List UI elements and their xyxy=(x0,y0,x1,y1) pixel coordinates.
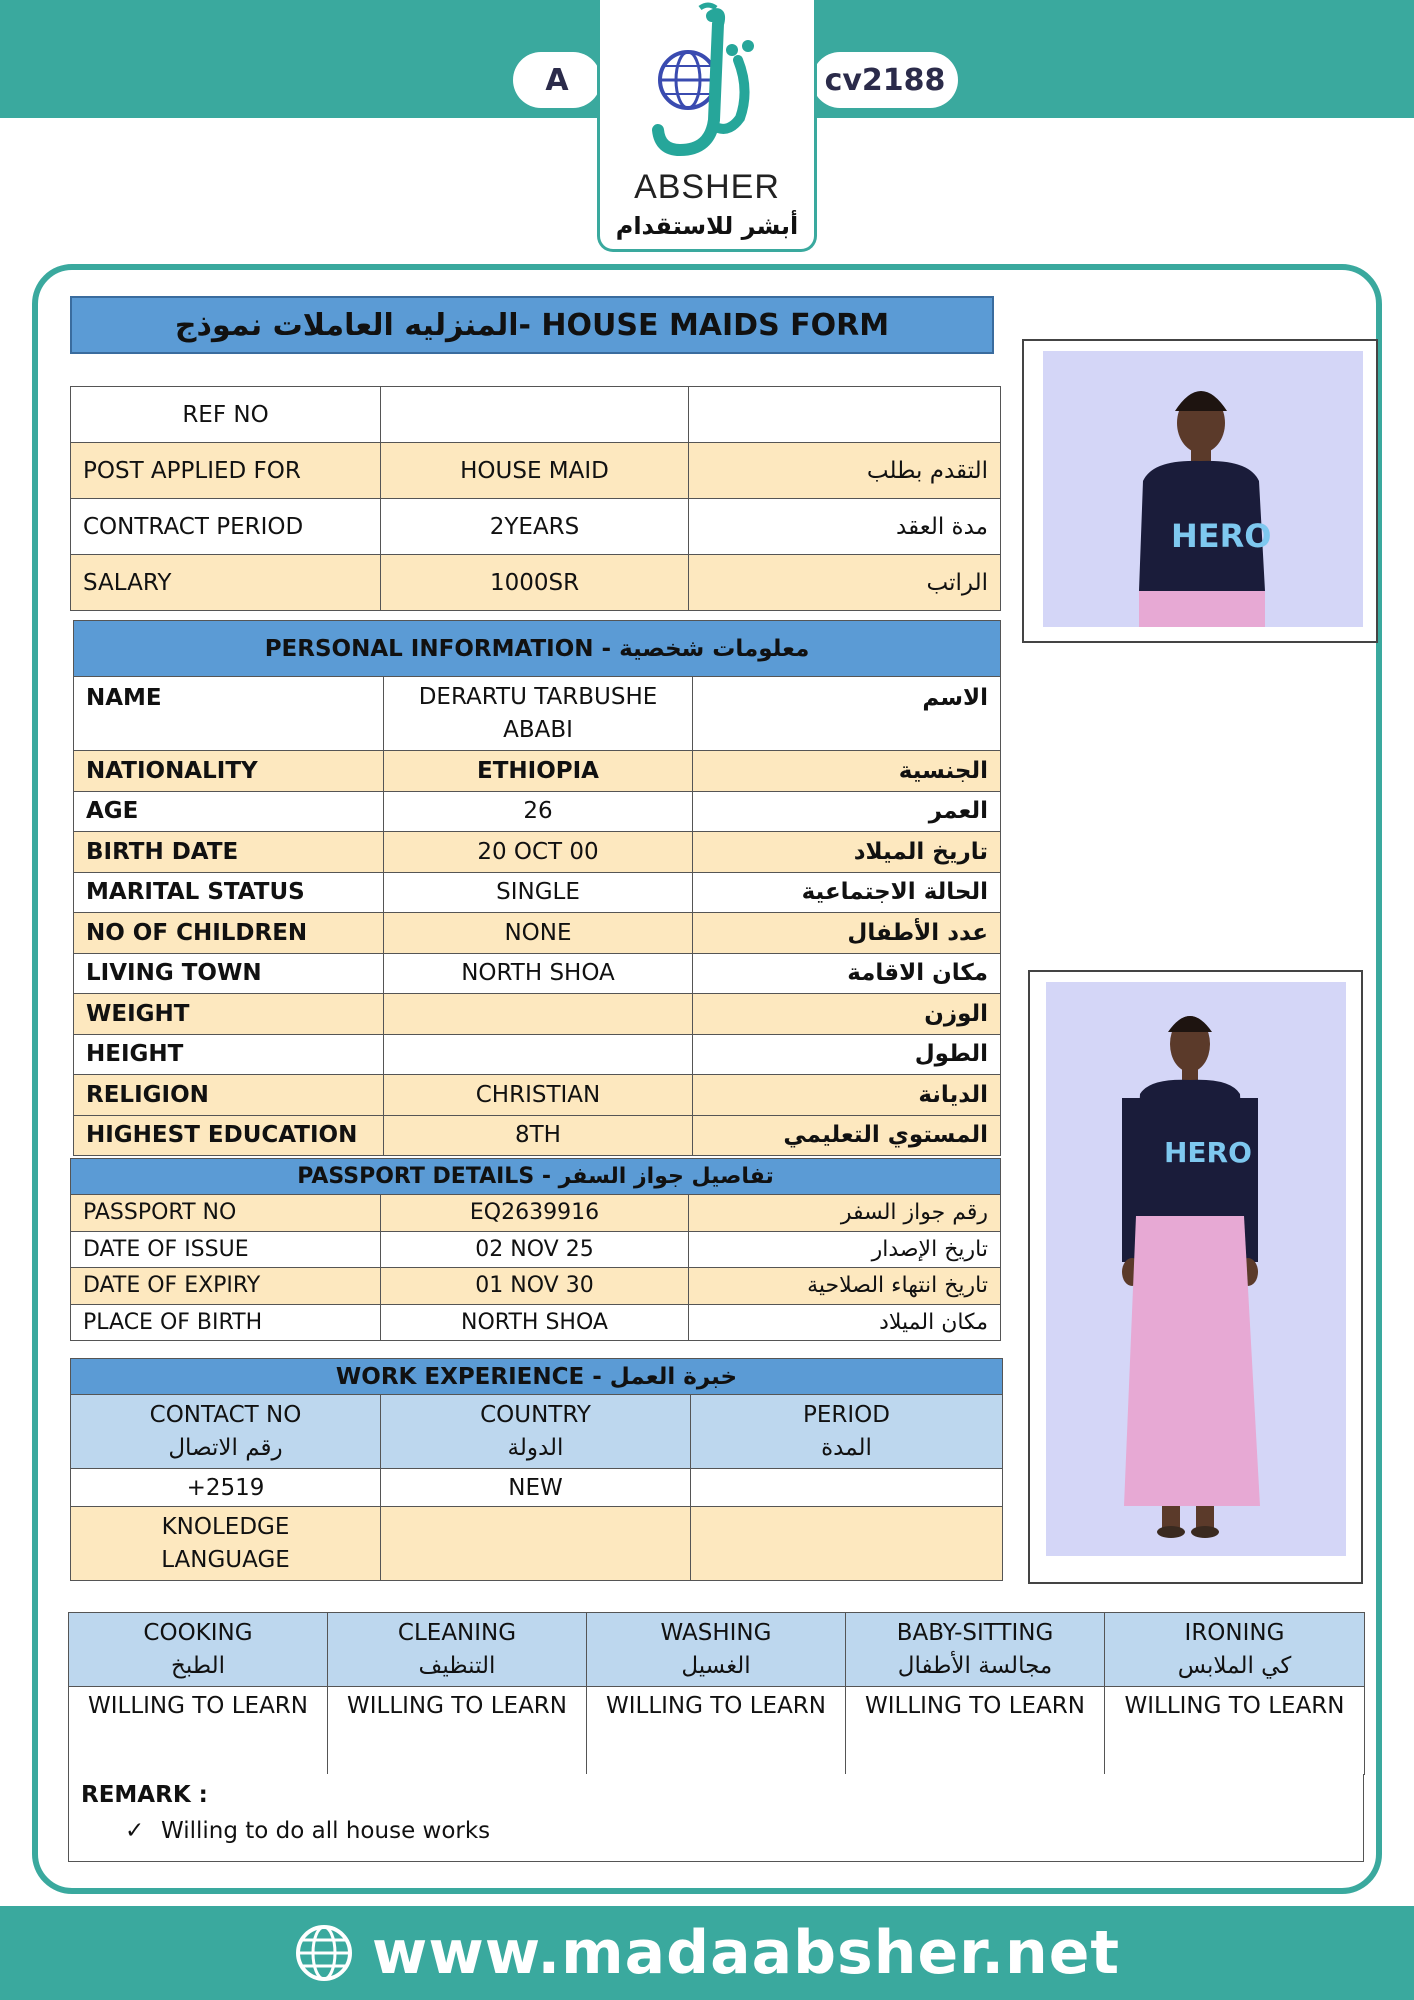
cleaning-label: CLEANING xyxy=(397,1619,517,1646)
marital-status-arabic: الحالة الاجتماعية xyxy=(693,872,1001,913)
column-header xyxy=(691,1395,1003,1469)
nationality-value: ETHIOPIA xyxy=(384,751,693,792)
birth-date-label: BIRTH DATE xyxy=(74,832,384,873)
skill-header xyxy=(328,1613,587,1687)
passport-table xyxy=(70,1158,1001,1341)
cooking-label-arabic: الطبخ xyxy=(170,1652,226,1679)
table-row xyxy=(71,1304,1001,1341)
cooking-value: WILLING TO LEARN xyxy=(69,1687,328,1775)
name-arabic: الاسم xyxy=(693,677,1001,751)
work-header: WORK EXPERIENCE - خبرة العمل xyxy=(71,1359,1003,1395)
table-row xyxy=(74,791,1001,832)
svg-text:HERO: HERO xyxy=(1171,517,1272,555)
living-town-arabic: مكان الاقامة xyxy=(693,953,1001,994)
country-header-arabic: الدولة xyxy=(507,1434,564,1461)
skill-header xyxy=(69,1613,328,1687)
table-row xyxy=(71,443,1001,499)
table-row xyxy=(71,1268,1001,1305)
skill-header xyxy=(846,1613,1105,1687)
table-row xyxy=(74,1115,1001,1156)
person-portrait-icon xyxy=(1043,351,1363,627)
logo xyxy=(597,0,817,252)
logo-arabic-text: أبشر للاستقدام xyxy=(615,212,799,240)
ref-no-label: REF NO xyxy=(71,387,381,443)
personal-header: PERSONAL INFORMATION - معلومات شخصية xyxy=(74,621,1001,677)
name-label: NAME xyxy=(74,677,384,751)
table-row xyxy=(74,953,1001,994)
baby-sitting-label-arabic: مجالسة الأطفال xyxy=(897,1652,1053,1679)
table-row xyxy=(74,1034,1001,1075)
children-arabic: عدد الأطفال xyxy=(693,913,1001,954)
expiry-date-arabic: تاريخ انتهاء الصلاحية xyxy=(689,1268,1001,1305)
age-label: AGE xyxy=(74,791,384,832)
knowledge-language-label: KNOLEDGE LANGUAGE xyxy=(71,1507,381,1581)
contact-value: +2519 xyxy=(71,1469,381,1507)
portrait-photo xyxy=(1022,339,1378,643)
logo-latin-text: ABSHER xyxy=(634,168,780,206)
education-arabic: المستوي التعليمي xyxy=(693,1115,1001,1156)
children-value: NONE xyxy=(384,913,693,954)
globe-logo-icon xyxy=(600,0,814,170)
contract-label: CONTRACT PERIOD xyxy=(71,499,381,555)
post-value: HOUSE MAID xyxy=(381,443,689,499)
table-row xyxy=(71,499,1001,555)
section-header xyxy=(71,1159,1001,1195)
country-header: COUNTRY xyxy=(480,1401,591,1428)
contact-no-header: CONTACT NO xyxy=(149,1401,302,1428)
washing-label: WASHING xyxy=(660,1619,772,1646)
issue-date-value: 02 NOV 25 xyxy=(381,1231,689,1268)
remark-box xyxy=(68,1774,1364,1862)
contract-arabic: مدة العقد xyxy=(689,499,1001,555)
post-label: POST APPLIED FOR xyxy=(71,443,381,499)
table-row xyxy=(74,913,1001,954)
expiry-date-value: 01 NOV 30 xyxy=(381,1268,689,1305)
table-row xyxy=(71,1507,1003,1581)
expiry-date-label: DATE OF EXPIRY xyxy=(71,1268,381,1305)
skills-header-row xyxy=(69,1613,1365,1687)
knowledge-language-value xyxy=(381,1507,691,1581)
table-row xyxy=(71,1469,1003,1507)
age-arabic: العمر xyxy=(693,791,1001,832)
height-value xyxy=(384,1034,693,1075)
footer-band xyxy=(0,1906,1414,2000)
baby-sitting-label: BABY-SITTING xyxy=(896,1619,1054,1646)
passport-header: PASSPORT DETAILS - تفاصيل جواز السفر xyxy=(71,1159,1001,1195)
salary-arabic: الراتب xyxy=(689,555,1001,611)
ironing-label: IRONING xyxy=(1184,1619,1285,1646)
skills-value-row xyxy=(69,1687,1365,1775)
birth-date-value: 20 OCT 00 xyxy=(384,832,693,873)
post-arabic: التقدم بطلب xyxy=(689,443,1001,499)
living-town-value: NORTH SHOA xyxy=(384,953,693,994)
religion-value: CHRISTIAN xyxy=(384,1075,693,1116)
column-header xyxy=(71,1395,381,1469)
height-label: HEIGHT xyxy=(74,1034,384,1075)
website-link[interactable]: www.madaabsher.net xyxy=(371,1918,1121,1988)
baby-sitting-value: WILLING TO LEARN xyxy=(846,1687,1105,1775)
checkmark-icon: ✓ xyxy=(125,1818,145,1844)
country-value: NEW xyxy=(381,1469,691,1507)
section-header xyxy=(74,621,1001,677)
period-header: PERIOD xyxy=(803,1401,890,1428)
skills-table xyxy=(68,1612,1365,1775)
birth-place-value: NORTH SHOA xyxy=(381,1304,689,1341)
ironing-label-arabic: كي الملابس xyxy=(1177,1652,1292,1679)
nationality-label: NATIONALITY xyxy=(74,751,384,792)
skill-header xyxy=(587,1613,846,1687)
salary-value: 1000SR xyxy=(381,555,689,611)
table-row xyxy=(74,832,1001,873)
birth-place-arabic: مكان الميلاد xyxy=(689,1304,1001,1341)
ref-no-arabic xyxy=(689,387,1001,443)
table-row xyxy=(74,677,1001,751)
remark-item xyxy=(125,1818,490,1844)
ref-no-value xyxy=(381,387,689,443)
table-row xyxy=(74,994,1001,1035)
skill-header xyxy=(1105,1613,1365,1687)
column-headers xyxy=(71,1395,1003,1469)
table-row xyxy=(71,1195,1001,1232)
code-left-pill: A xyxy=(513,52,601,108)
living-town-label: LIVING TOWN xyxy=(74,953,384,994)
column-header xyxy=(381,1395,691,1469)
birth-place-label: PLACE OF BIRTH xyxy=(71,1304,381,1341)
table-row xyxy=(71,387,1001,443)
weight-arabic: الوزن xyxy=(693,994,1001,1035)
religion-arabic: الديانة xyxy=(693,1075,1001,1116)
weight-label: WEIGHT xyxy=(74,994,384,1035)
table-row xyxy=(74,1075,1001,1116)
cv-code-pill: cv2188 xyxy=(812,52,958,108)
issue-date-arabic: تاريخ الإصدار xyxy=(689,1231,1001,1268)
form-title: المنزليه العاملات نموذج- HOUSE MAIDS FORM xyxy=(70,296,994,354)
full-body-photo xyxy=(1028,970,1363,1584)
education-label: HIGHEST EDUCATION xyxy=(74,1115,384,1156)
table-row xyxy=(71,555,1001,611)
period-header-arabic: المدة xyxy=(821,1434,872,1461)
passport-no-value: EQ2639916 xyxy=(381,1195,689,1232)
birth-date-arabic: تاريخ الميلاد xyxy=(693,832,1001,873)
table-row xyxy=(74,872,1001,913)
knowledge-language-extra xyxy=(691,1507,1003,1581)
table-row xyxy=(71,1231,1001,1268)
section-header xyxy=(71,1359,1003,1395)
cooking-label: COOKING xyxy=(143,1619,253,1646)
person-full-body-icon xyxy=(1046,982,1346,1556)
marital-status-label: MARITAL STATUS xyxy=(74,872,384,913)
table-row xyxy=(74,751,1001,792)
education-value: 8TH xyxy=(384,1115,693,1156)
religion-label: RELIGION xyxy=(74,1075,384,1116)
job-details-table xyxy=(70,386,1001,611)
washing-value: WILLING TO LEARN xyxy=(587,1687,846,1775)
globe-icon xyxy=(294,1923,354,1983)
personal-info-table xyxy=(73,620,1001,1156)
salary-label: SALARY xyxy=(71,555,381,611)
marital-status-value: SINGLE xyxy=(384,872,693,913)
work-experience-table xyxy=(70,1358,1003,1581)
passport-no-arabic: رقم جواز السفر xyxy=(689,1195,1001,1232)
remark-item-text: Willing to do all house works xyxy=(161,1818,491,1844)
contract-value: 2YEARS xyxy=(381,499,689,555)
remark-title: REMARK : xyxy=(81,1782,208,1808)
cleaning-value: WILLING TO LEARN xyxy=(328,1687,587,1775)
washing-label-arabic: الغسيل xyxy=(681,1652,751,1679)
age-value: 26 xyxy=(384,791,693,832)
issue-date-label: DATE OF ISSUE xyxy=(71,1231,381,1268)
ironing-value: WILLING TO LEARN xyxy=(1105,1687,1365,1775)
contact-no-header-arabic: رقم الاتصال xyxy=(168,1434,283,1461)
svg-text:HERO: HERO xyxy=(1164,1136,1252,1169)
passport-no-label: PASSPORT NO xyxy=(71,1195,381,1232)
cleaning-label-arabic: التنظيف xyxy=(418,1652,496,1679)
weight-value xyxy=(384,994,693,1035)
height-arabic: الطول xyxy=(693,1034,1001,1075)
name-value: DERARTU TARBUSHE ABABI xyxy=(384,677,693,751)
nationality-arabic: الجنسية xyxy=(693,751,1001,792)
children-label: NO OF CHILDREN xyxy=(74,913,384,954)
period-value xyxy=(691,1469,1003,1507)
